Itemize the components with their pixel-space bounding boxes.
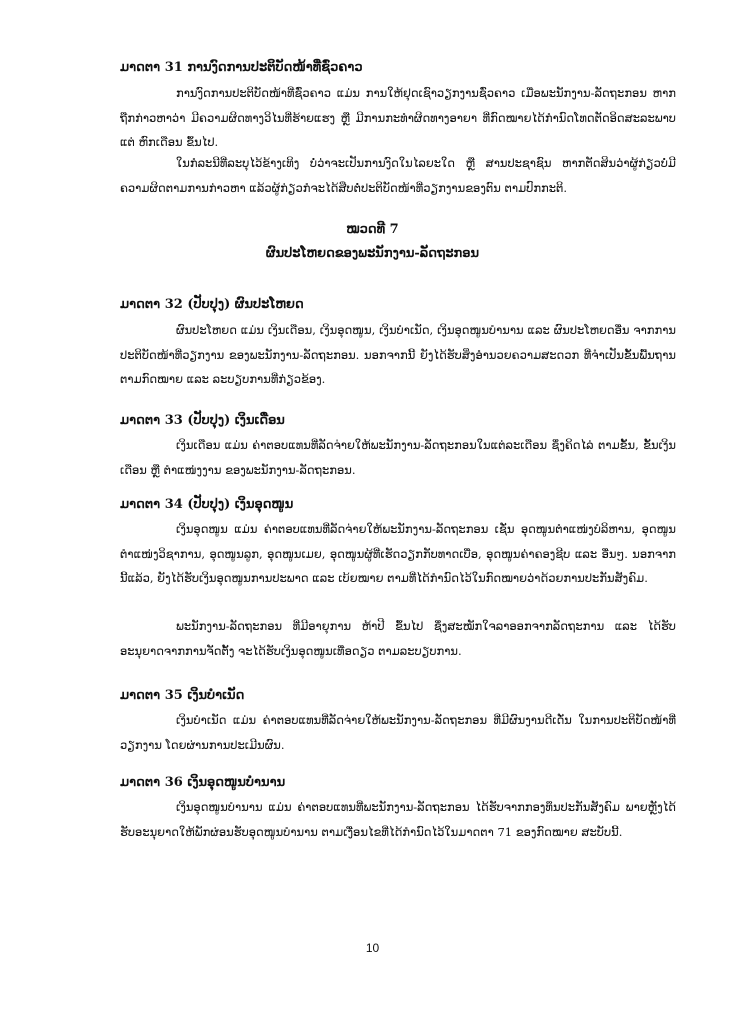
article-34-paragraph-2: ພະນັກງານ-ລັດຖະກອນ ທີ່ມີອາຍຸການ ຫ້າປີ ຂຶ້ນໄປ ຊຶ່ງສະໝັກໃຈລາອອກຈາກລັດຖະການ ແລະ ໄດ້ຮັບອະນຸຍາດຈາກການຈັດຕັ້ງ ຈະໄດ້ຮັບເງິນອຸດໜູນເທື່ອດຽວ ຕາມລະບຽບການ. (120, 619, 676, 658)
article-36-paragraph-1: ເງິນອຸດໜູນບຳນານ ແມ່ນ ຄ່າຕອບແທນທີ່ພະນັກງານ-ລັດຖະກອນ ໄດ້ຮັບຈາກກອງທຶນປະກັນສັງຄົມ ພາຍຫຼັງໄດ້ຮັບອະນຸຍາດໃຫ້ພັກຜ່ອນຮັບອຸດໜູນບຳນານ ຕາມເງື່ອນໄຂທີ່ໄດ້ກຳນົດໄວ້ໃນມາດຕາ 71 ຂອງກົດໝາຍ ສະບັບນີ້. (120, 800, 676, 839)
article-32-heading: ມາດຕາ 32 (ປັບປຸງ) ຜົນປະໂຫຍດ (120, 297, 304, 312)
article-31-paragraph-1: ການງົດການປະຕິບັດໜ້າທີ່ຊົ່ວຄາວ ແມ່ນ ການໃຫ້ຢຸດເຊົາວຽກງານຊົ່ວຄາວ ເມື່ອພະນັກງານ-ລັດຖະກອນ ຫາກຖືກກ່າວຫາວ່າ ມີຄວາມຜິດທາງວິໄນທີ່ຮ້າຍແຮງ ຫຼື ມີການກະທຳຜິດທາງອາຍາ ທີ່ກົດໝາຍໄດ້ກຳນົດໂທດຕັດອິດສະລະພາບ ແຕ່ ຫົກເດືອນ ຂຶ້ນໄປ. (120, 86, 676, 149)
page-number: 10 (365, 941, 380, 955)
article-31-paragraph-2: ໃນກໍລະນີທີ່ລະບຸໄວ້ຂ້າງເທິງ ບໍ່ວ່າຈະເປັນການງົດໃນໄລຍະໃດ ຫຼື ສານປະຊາຊົນ ຫາກຕັດສິນວ່າຜູ້ກ່ຽວບໍ່ມີຄວາມຜິດຕາມການກ່າວຫາ ແລ້ວຜູ້ກ່ຽວກໍຈະໄດ້ສືບຕໍ່ປະຕິບັດໜ້າທີ່ວຽກງານຂອງຕົນ ຕາມປົກກະຕິ. (120, 156, 676, 195)
article-31-heading: ມາດຕາ 31 ການງົດການປະຕິບັດໜ້າທີ່ຊົ່ວຄາວ (120, 60, 363, 75)
article-35-paragraph-1: ເງິນບຳເນັດ ແມ່ນ ຄ່າຕອບແທນທີ່ລັດຈ່າຍໃຫ້ພະນັກງານ-ລັດຖະກອນ ທີ່ມີຜົນງານດີເດັ່ນ ໃນການປະຕິບັດໜ້າທີ່ວຽກງານ ໂດຍຜ່ານການປະເມີນຜົນ. (120, 713, 676, 752)
article-32-paragraph-1: ຜົນປະໂຫຍດ ແມ່ນ ເງິນເດືອນ, ເງິນອຸດໜູນ, ເງິນບຳເນັດ, ເງິນອຸດໜູນບຳນານ ແລະ ຜົນປະໂຫຍດອື່ນ ຈາກການປະຕິບັດໜ້າທີ່ວຽກງານ ຂອງພະນັກງານ-ລັດຖະກອນ. ນອກຈາກນີ້ ຍັງໄດ້ຮັບສິ່ງອຳນວຍຄວາມສະດວກ ທີ່ຈຳເປັນຂັ້ນພື້ນຖານ ຕາມກົດໝາຍ ແລະ ລະບຽບການທີ່ກ່ຽວຂ້ອງ. (120, 323, 676, 386)
chapter-number: ໝວດທີ 7 (346, 222, 399, 237)
chapter-title: ຜົນປະໂຫຍດຂອງພະນັກງານ-ລັດຖະກອນ (265, 246, 480, 261)
article-35-heading: ມາດຕາ 35 ເງິນບຳເນັດ (120, 688, 245, 703)
article-33-paragraph-1: ເງິນເດືອນ ແມ່ນ ຄ່າຕອບແທນທີ່ລັດຈ່າຍໃຫ້ພະນັກງານ-ລັດຖະກອນໃນແຕ່ລະເດືອນ ຊຶ່ງຄິດໄລ່ ຕາມຂັ້ນ, ຂັ້ນເງິນເດືອນ ຫຼື ຕຳແໜ່ງງານ ຂອງພະນັກງານ-ລັດຖະກອນ. (120, 438, 676, 477)
article-34-heading: ມາດຕາ 34 (ປັບປຸງ) ເງິນອຸດໜູນ (120, 497, 294, 512)
article-36-heading: ມາດຕາ 36 ເງິນອຸດໜູນບຳນານ (120, 775, 286, 790)
article-33-heading: ມາດຕາ 33 (ປັບປຸງ) ເງິນເດືອນ (120, 413, 285, 428)
article-34-paragraph-1: ເງິນອຸດໜູນ ແມ່ນ ຄ່າຕອບແທນທີ່ລັດຈ່າຍໃຫ້ພະນັກງານ-ລັດຖະກອນ ເຊັ່ນ ອຸດໜູນຕຳແໜ່ງບໍລິຫານ, ອຸດໜູນຕຳແໜ່ງວິຊາການ, ອຸດໜູນລູກ, ອຸດໜູນເມຍ, ອຸດໜູນຜູ້ທີ່ເຮັດວຽກກັບທາດເບື່ອ, ອຸດໜູນຄ່າຄອງຊີບ ແລະ ອື່ນໆ. ນອກຈາກນີ້ແລ້ວ, ຍັງໄດ້ຮັບເງິນອຸດໜູນການປະພາດ ແລະ ເບ້ຍໝາຍ ຕາມທີ່ໄດ້ກຳນົດໄວ້ໃນກົດໝາຍວ່າດ້ວຍການປະກັນສັງຄົມ. (120, 522, 676, 585)
